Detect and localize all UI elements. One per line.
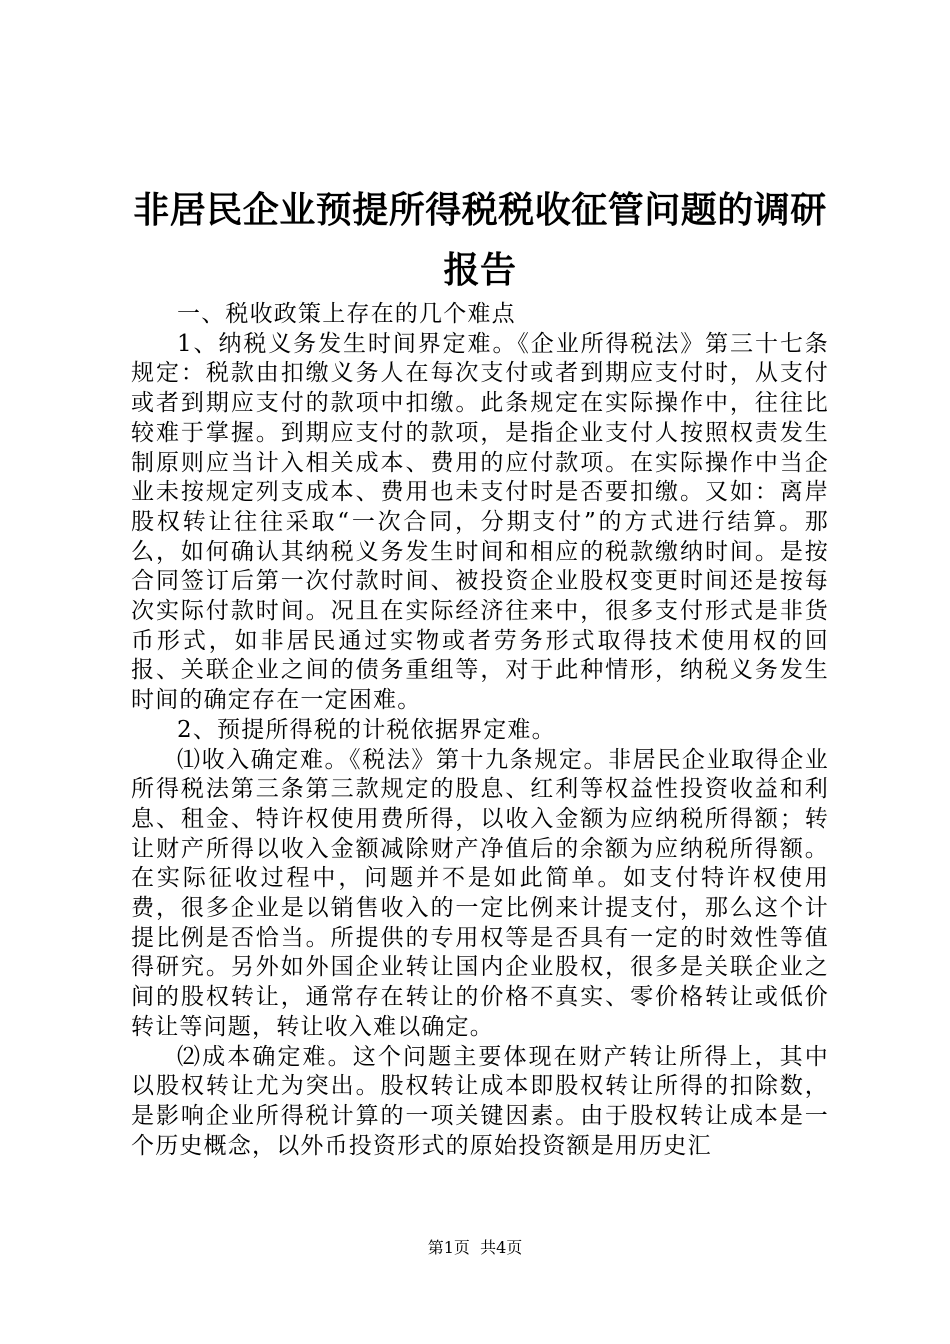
page-number: 第1页: [427, 1238, 470, 1257]
section-heading: 一、税收政策上存在的几个难点: [177, 301, 516, 327]
paragraph: 2、预提所得税的计税依据界定难。: [177, 716, 556, 743]
document-title: 非居民企业预提所得税税收征管问题的调研报告: [133, 190, 827, 291]
page-footer: [0, 1237, 950, 1259]
paragraph: ⑵成本确定难。这个问题主要体现在财产转让所得上，其中以股权转让尤为突出。股权转让成本即股权转让所得的扣除数，是影响企业所得税计算的一项关键因素。由于股权转让成本是一个历史概念，以外币投资形式的原始投资额是用历史汇: [131, 1043, 829, 1159]
paragraph: 1、纳税义务发生时间界定难。《企业所得税法》第三十七条规定：税款由扣缴义务人在每次支付或者到期应支付时，从支付或者到期应支付的款项中扣缴。此条规定在实际操作中，往往比较难于掌握。到期应支付的款项，是指企业支付人按照权责发生制原则应当计入相关成本、费用的应付款项。在实际操作中当企业未按规定列支成本、费用也未支付时是否要扣缴。又如：离岸股权转让往往采取“一次合同，分期支付”的方式进行结算。那么，如何确认其纳税义务发生时间和相应的税款缴纳时间。是按合同签订后第一次付款时间、被投资企业股权变更时间还是按每次实际付款时间。况且在实际经济往来中，很多支付形式是非货币形式，如非居民通过实物或者劳务形式取得技术使用权的回报、关联企业之间的债务重组等，对于此种情形，纳税义务发生时间的确定存在一定困难。: [131, 330, 829, 714]
paragraph: ⑴收入确定难。《税法》第十九条规定。非居民企业取得企业所得税法第三条第三款规定的股息、红利等权益性投资收益和利息、租金、特许权使用费所得，以收入金额为应纳税所得额；转让财产所得以收入金额减除财产净值后的余额为应纳税所得额。在实际征收过程中，问题并不是如此简单。如支付特许权使用费，很多企业是以销售收入的一定比例来计提支付，那么这个计提比例是否恰当。所提供的专用权等是否具有一定的时效性等值得研究。另外如外国企业转让国内企业股权，很多是关联企业之间的股权转让，通常存在转让的价格不真实、零价格转让或低价转让等问题，转让收入难以确定。: [131, 746, 829, 1040]
page-total: 共4页: [480, 1238, 523, 1257]
document-body: [131, 300, 829, 1161]
